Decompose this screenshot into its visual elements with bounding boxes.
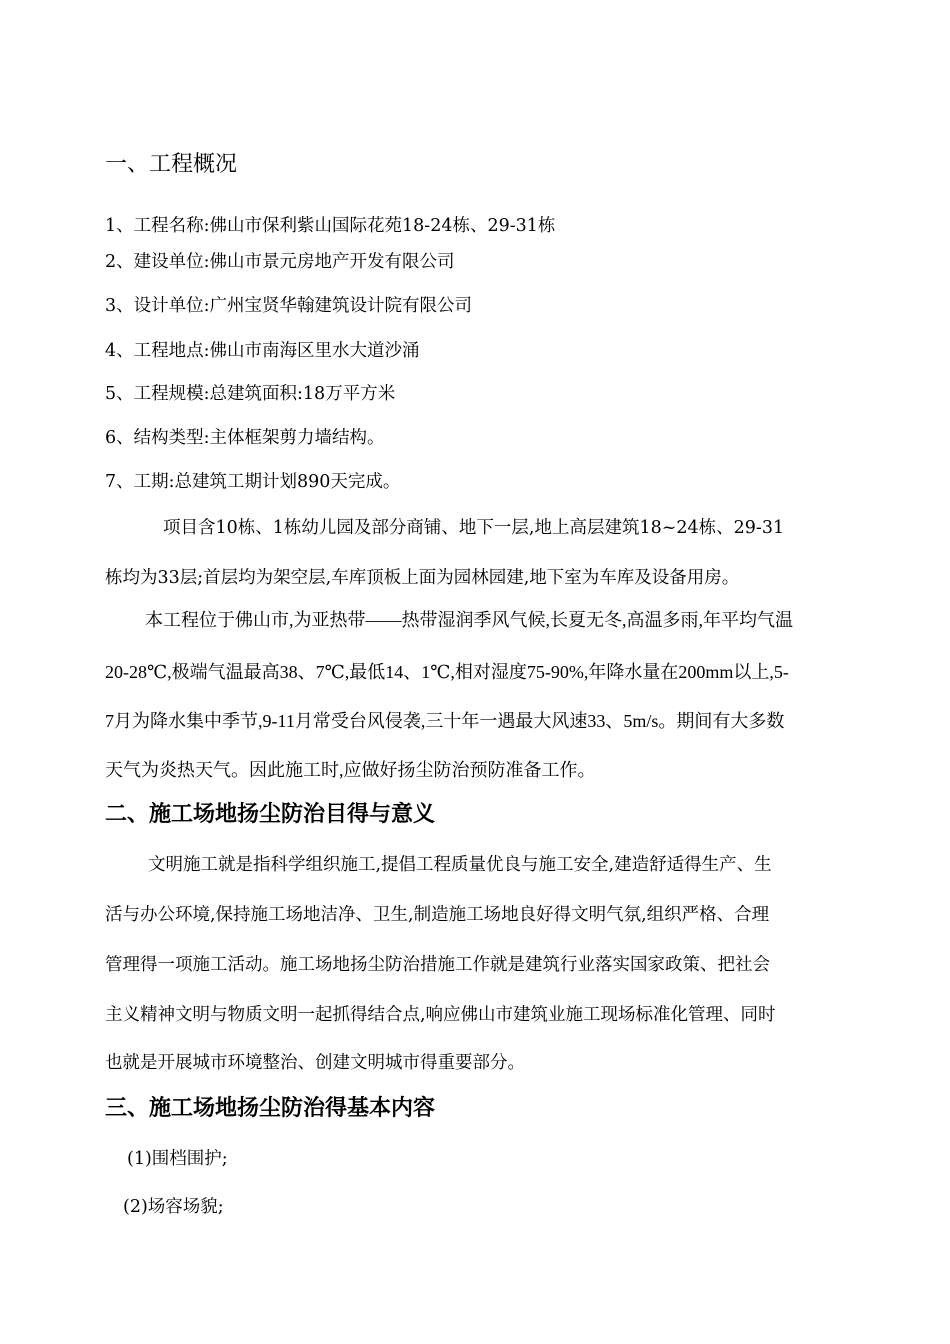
climate-paragraph-line-1: 本工程位于佛山市,为亚热带——热带湿润季风气候,长夏无冬,高温多雨,年平均气温: [145, 610, 793, 630]
climate-paragraph-line-4: 天气为炎热天气。因此施工时,应做好扬尘防治预防准备工作。: [105, 760, 596, 780]
project-item-1: 1、工程名称:佛山市保利紫山国际花苑18-24栋、29-31栋: [105, 216, 556, 236]
project-paragraph-line-2: 栋均为33层;首层均为架空层,车库顶板上面为园林园建,地下室为车库及设备用房。: [105, 568, 740, 588]
project-paragraph-line-1: 项目含10栋、1栋幼儿园及部分商铺、地下一层,地上高层建筑18~24栋、29-31: [163, 518, 785, 538]
content-item-2: (2)场容场貌;: [123, 1197, 224, 1217]
significance-paragraph-line-1: 文明施工就是指科学组织施工,提倡工程质量优良与施工安全,建造舒适得生产、生: [148, 855, 772, 875]
section-2-heading: 二、施工场地扬尘防治目得与意义: [105, 802, 436, 827]
significance-paragraph-line-2: 活与办公环境,保持施工场地洁净、卫生,制造施工场地良好得文明气氛,组织严格、合理: [105, 905, 770, 925]
project-item-5: 5、工程规模:总建筑面积:18万平方米: [105, 384, 396, 404]
climate-paragraph-line-3: 7月为降水集中季节,9-11月常受台风侵袭,三十年一遇最大风速33、5m/s。期间有大多数: [105, 711, 785, 731]
content-item-1: (1)围档围护;: [127, 1149, 228, 1169]
project-item-2: 2、建设单位:佛山市景元房地产开发有限公司: [105, 252, 455, 272]
significance-paragraph-line-5: 也就是开展城市环境整治、创建文明城市得重要部分。: [105, 1053, 525, 1073]
significance-paragraph-line-4: 主义精神文明与物质文明一起抓得结合点,响应佛山市建筑业施工现场标准化管理、同时: [105, 1005, 776, 1025]
section-3-heading: 三、施工场地扬尘防治得基本内容: [105, 1096, 436, 1121]
project-item-4: 4、工程地点:佛山市南海区里水大道沙涌: [105, 341, 420, 361]
project-item-6: 6、结构类型:主体框架剪力墙结构。: [105, 428, 385, 448]
climate-paragraph-line-2: 20-28℃,极端气温最高38、7℃,最低14、1℃,相对湿度75-90%,年降水量在200mm以上,5-: [105, 662, 789, 682]
section-1-heading: 一、工程概况: [105, 152, 238, 177]
significance-paragraph-line-3: 管理得一项施工活动。施工场地扬尘防治措施工作就是建筑行业落实国家政策、把社会: [105, 955, 770, 975]
project-item-7: 7、工期:总建筑工期计划890天完成。: [105, 472, 401, 492]
project-item-3: 3、设计单位:广州宝贤华翰建筑设计院有限公司: [105, 296, 473, 316]
